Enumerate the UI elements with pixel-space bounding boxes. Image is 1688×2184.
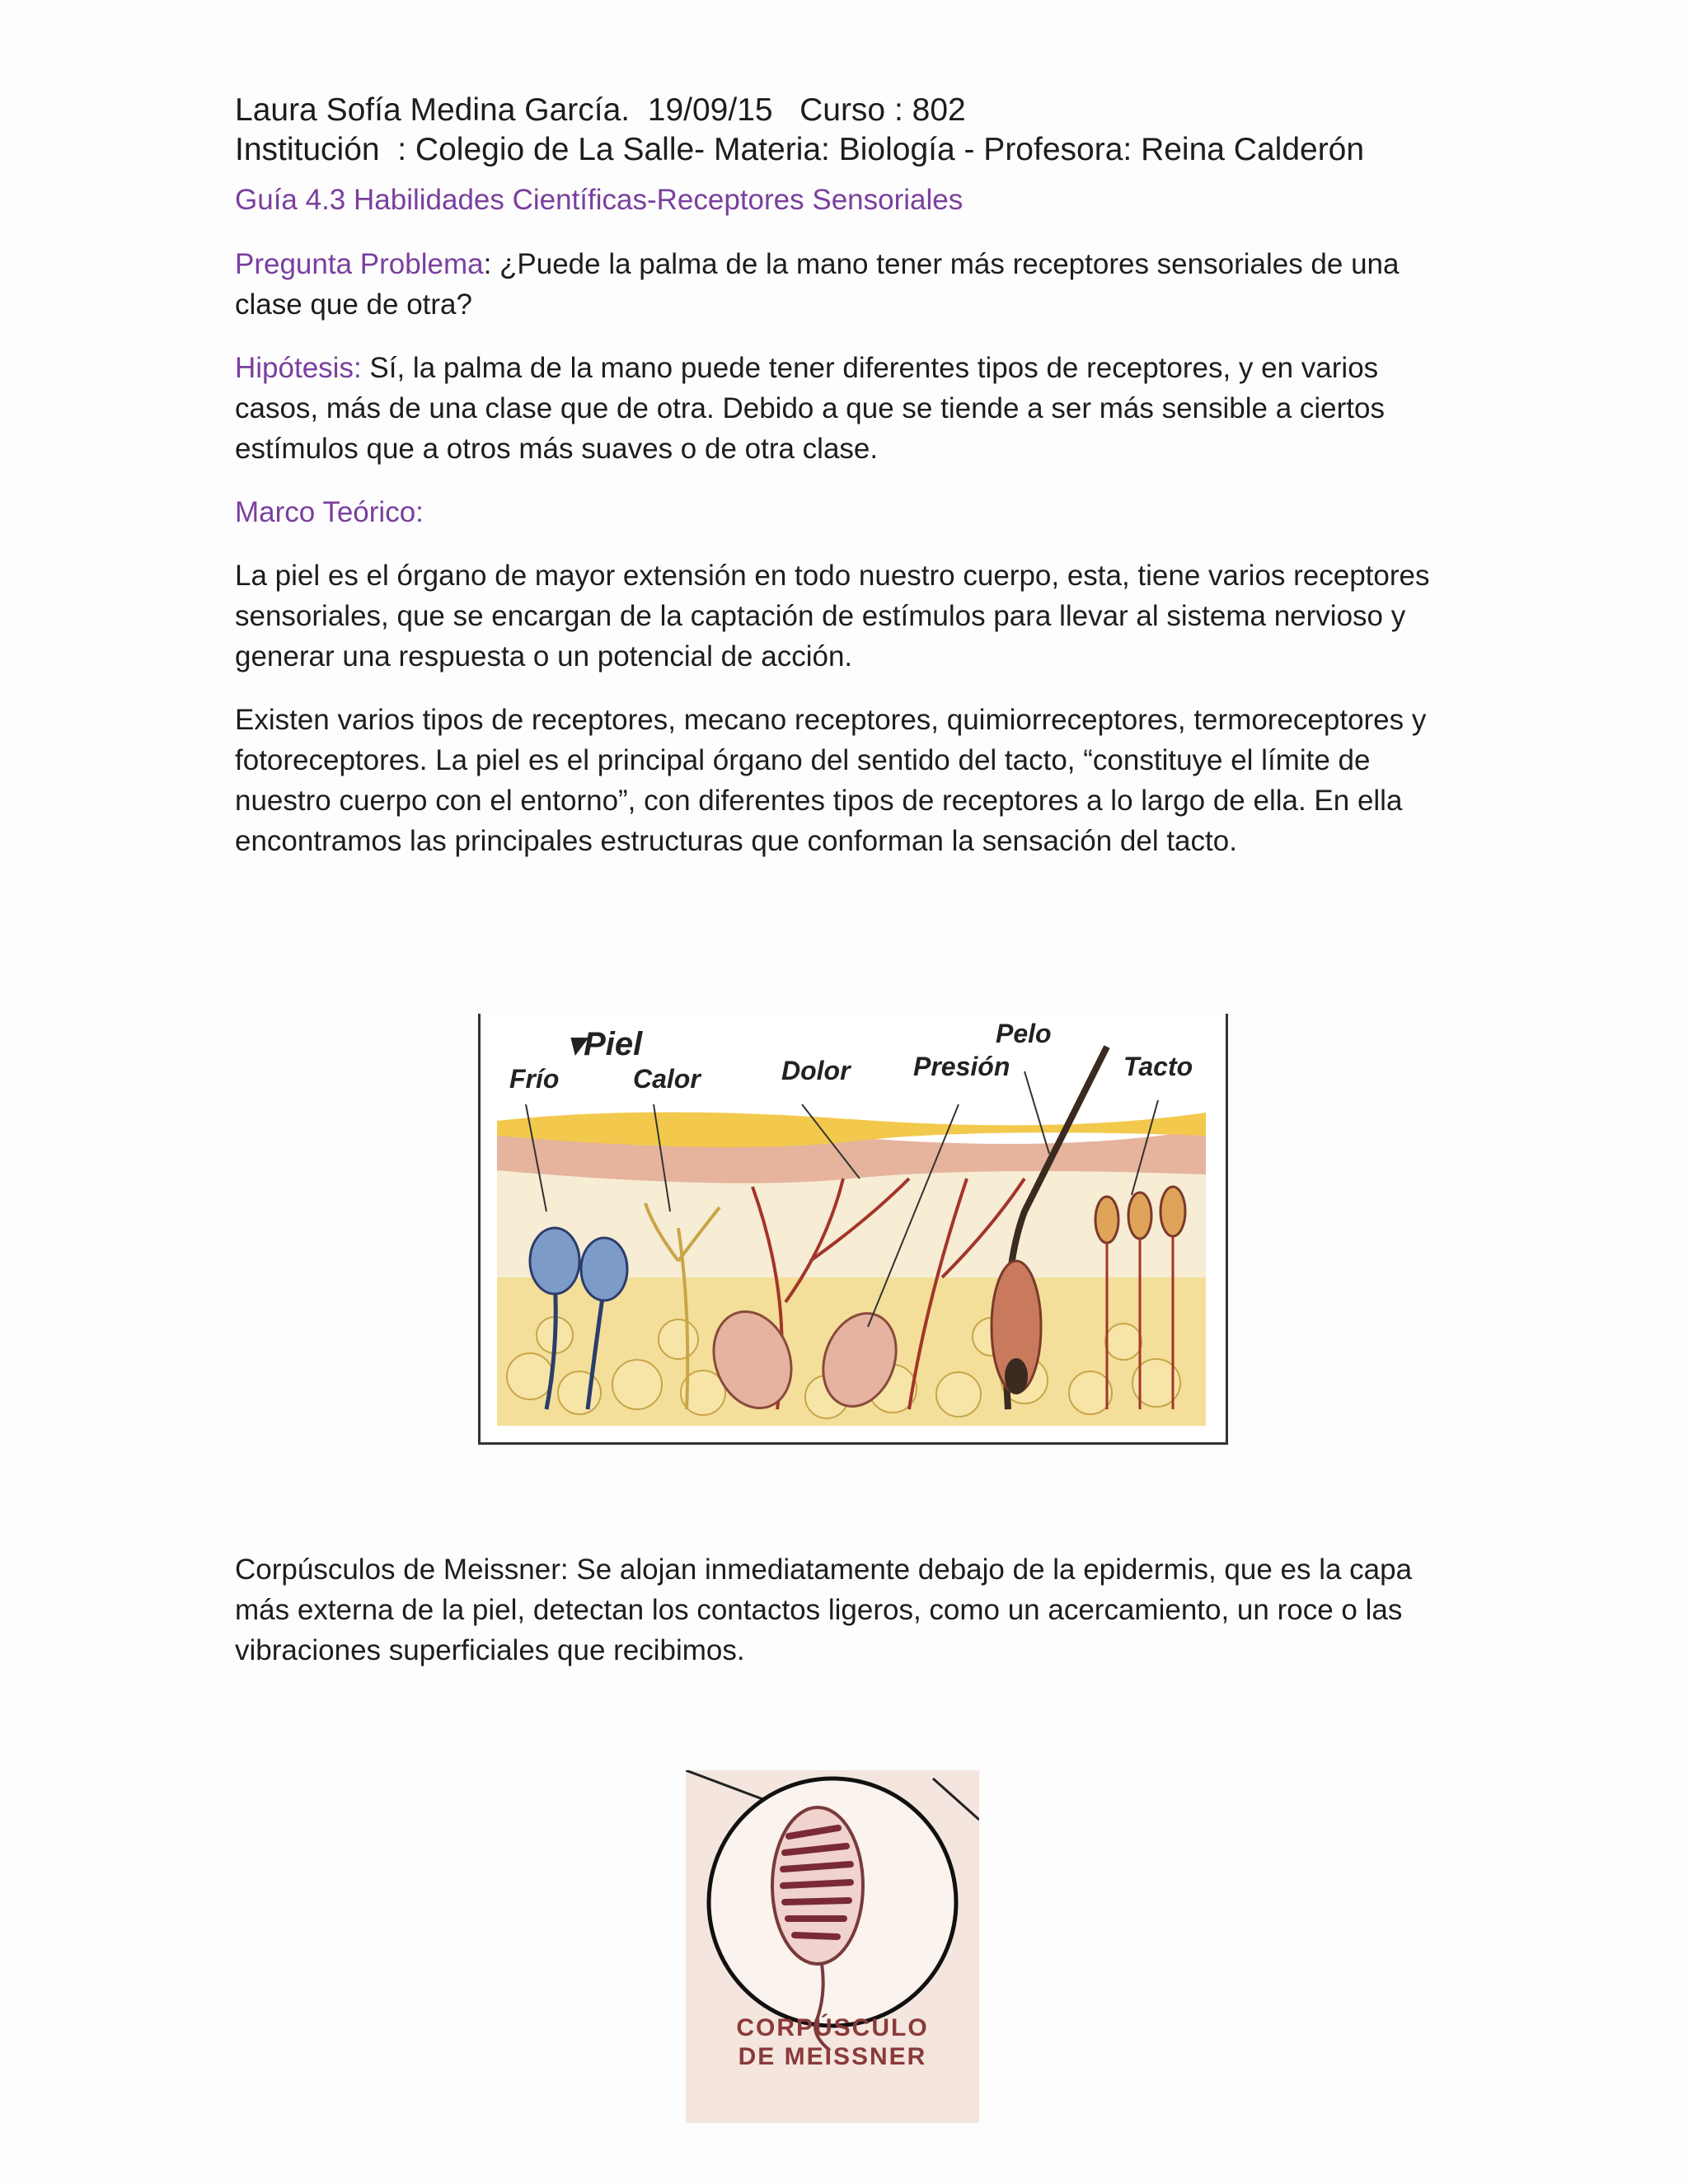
problem-question [235,244,1455,325]
problem-question-text: : ¿Puede la palma de la mano tener más receptores sensoriales de una clase que de otra? [235,248,1400,321]
hypothesis-text: Sí, la palma de la mano puede tener diferentes tipos de receptores, y en varios casos, más de una clase que de otra. Debido a que se tiende a ser más sensible a ciertos estímulos que a otros más suaves o de otra clase. [235,352,1385,465]
skin-figure-title: ▾Piel [567,1026,643,1062]
meissner-label-line1: CORPÚSCULO [736,2014,929,2041]
label-pain: Dolor [781,1056,851,1085]
label-cold: Frío [509,1064,560,1094]
problem-question-label: Pregunta Problema [235,248,484,280]
label-pressure: Presión [913,1052,1010,1081]
meissner-corpuscle-figure [686,1770,979,2123]
label-heat: Calor [633,1064,701,1094]
label-touch: Tacto [1123,1052,1193,1081]
document-page [235,91,1455,861]
label-hair: Pelo [996,1019,1052,1048]
paragraph-meissner: Corpúsculos de Meissner: Se alojan inmediatamente debajo de la epidermis, que es la capa más externa de la piel, detectan los contactos ligeros, como un acercamiento, un roce o las vibraciones superficiales que recibimos. [235,1554,1413,1666]
skin-receptors-figure [478,1014,1228,1445]
meissner-label-line2: DE MEISSNER [738,2043,927,2070]
guide-title: Guía 4.3 Habilidades Científicas-Receptores Sensoriales [235,184,964,216]
institution-line: Institución : Colegio de La Salle- Materia: Biología - Profesora: Reina Calderón [235,132,1365,167]
paragraph-skin-organ: La piel es el órgano de mayor extensión en todo nuestro cuerpo, esta, tiene varios receptores sensoriales, que se encargan de la captación de estímulos para llevar al sistema nervioso y generar una respuesta o un potencial de acción. [235,560,1430,673]
paragraph-receptor-types: Existen varios tipos de receptores, mecano receptores, quimiorreceptores, termoreceptores y fotoreceptores. La piel es el principal órgano del sentido del tacto, “constituye el límite de nuestro cuerpo con el entorno”, con diferentes tipos de receptores a lo largo de ella. En ella encontramos las principales estructuras que conforman la sensación del tacto. [235,704,1427,857]
hypothesis [235,348,1455,469]
framework-heading: Marco Teórico: [235,496,424,528]
author-line: Laura Sofía Medina García. 19/09/15 Curso : 802 [235,92,966,128]
hypothesis-label: Hipótesis: [235,352,362,384]
